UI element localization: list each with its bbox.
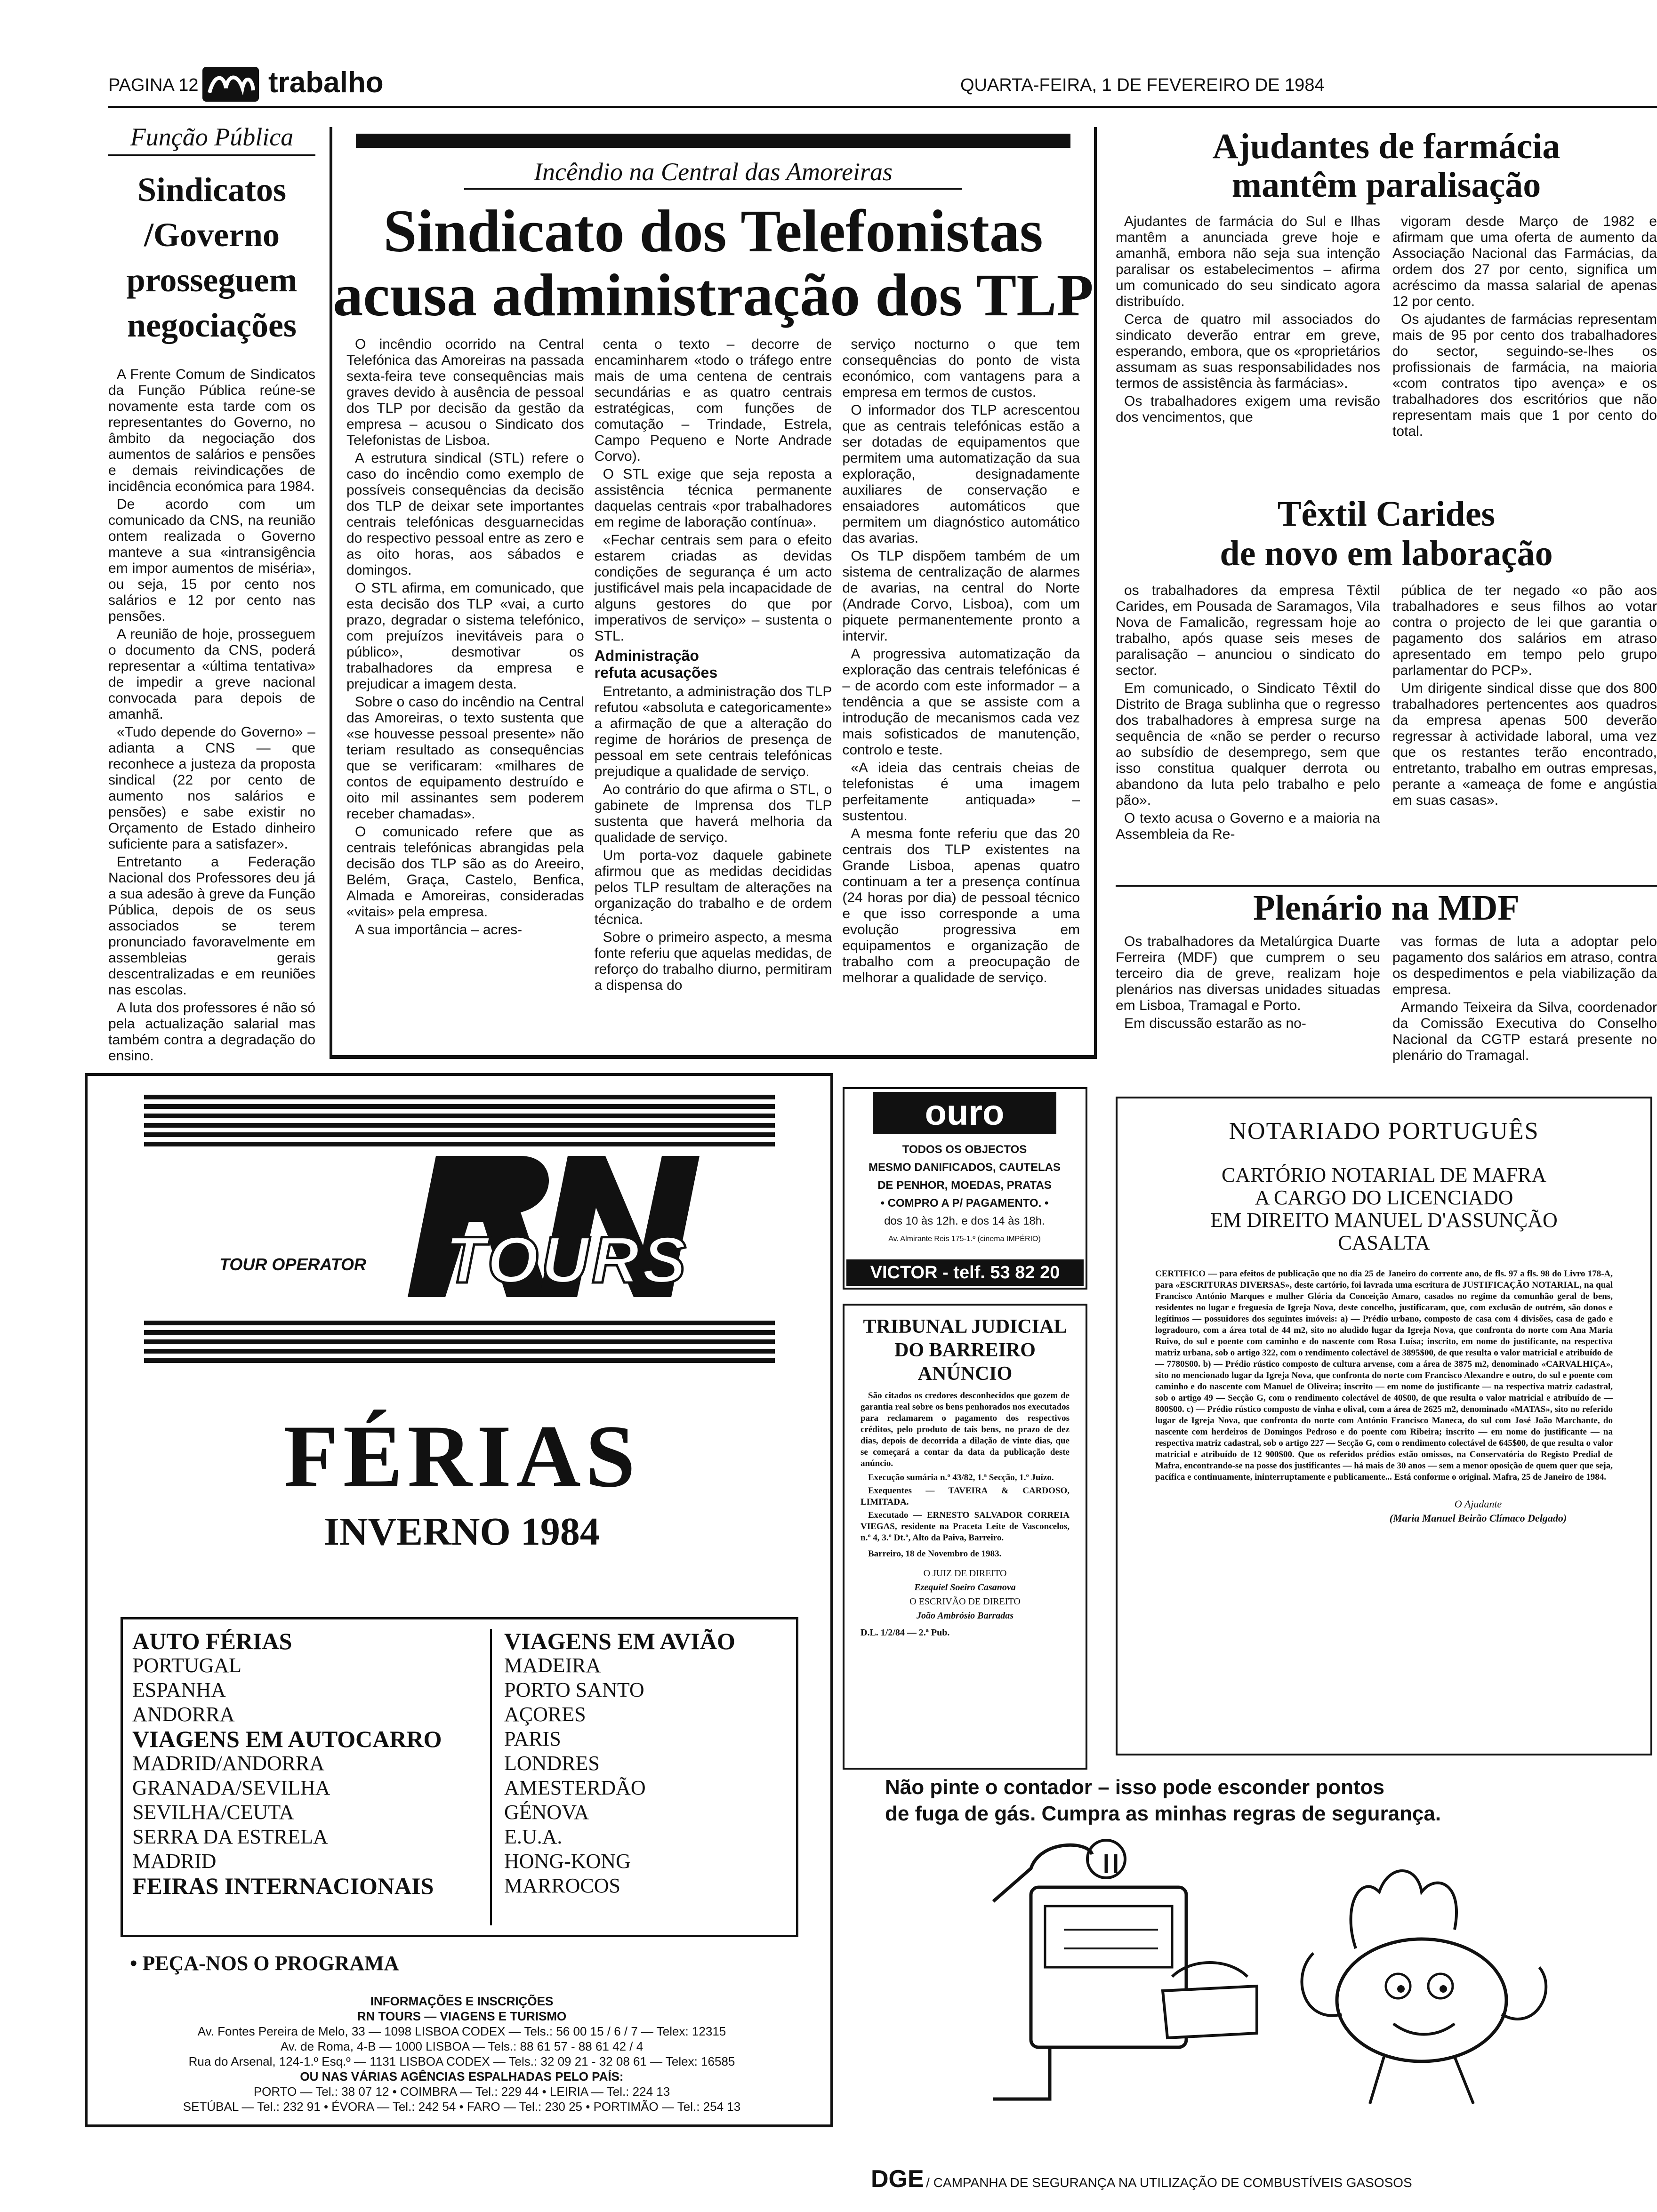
left-kicker: Função Pública	[108, 122, 315, 156]
main-article-top-bar	[356, 134, 1070, 148]
main-kicker: Incêndio na Central das Amoreiras	[534, 158, 893, 186]
left-headline: Sindicatos /Governo prosseguem negociações	[126, 171, 298, 344]
rn-right-list: VIAGENS EM AVIÃO MADEIRA PORTO SANTO AÇORES PARIS LONDRES AMESTERDÃO GÉNOVA E.U.A. HONG-KONG MARROCOS	[504, 1628, 735, 1897]
main-article	[330, 127, 1097, 1059]
mdf-col-2: vas formas de luta a adoptar pelo pagamento dos salários em atraso, contra os despedimentos e pela viabilização da empresa. Armando Teixeira da Silva, coordenador da Comissão Executiva do Conselho Nacional da CGTP estará presente no plenário do Tramagal.	[1392, 934, 1657, 1063]
mdf-headline: Plenário na MDF	[1253, 888, 1520, 928]
left-article	[108, 122, 315, 1064]
textile-columns	[1116, 583, 1657, 844]
pharmacy-headline: Ajudantes de farmácia mantêm paralisação	[1212, 127, 1560, 205]
rn-cta: • PEÇA-NOS O PROGRAMA	[130, 1952, 399, 1975]
mdf-columns	[1116, 934, 1657, 1066]
ouro-phone: VICTOR - telf. 53 82 20	[846, 1259, 1084, 1286]
pharmacy-col-2: vigoram desde Março de 1982 e afirmam que uma oferta de aumento da Associação Nacional das Farmácias, da ordem dos 27 por cento, significa um acréscimo da massa salarial de apenas 12 por cento. Os ajudantes de farmácias representam mais de 95 por cento dos trabalhadores do sector, seguindo-se-lhes os profissionais de farmácia, na maioria «com contratos tipo avença» e os trabalhadores dos escritórios que não representam mais que 1 por cento do total.	[1392, 214, 1657, 439]
rn-info: INFORMAÇÕES E INSCRIÇÕES RN TOURS — VIAGENS E TURISMO Av. Fontes Pereira de Melo, 33 — 1098 LISBOA CODEX — Tels.: 56 00 15 / 6 / 7 — Telex: 12315 Av. de Roma, 4-B — 1000 LISBOA — Tels.: 88 61 57 - 88 61 42 / 4 Rua do Arsenal, 124-1.º Esq.º — 1131 LISBOA CODEX — Tels.: 32 09 21 - 32 08 61 — Telex: 16585 OU NAS VÁRIAS AGÊNCIAS ESPALHADAS PELO PAÍS: PORTO — Tel.: 38 07 12 • COIMBRA — Tel.: 229 44 • LEIRIA — Tel.: 224 13 SETÚBAL — Tel.: 232 91 • ÉVORA — Tel.: 242 54 • FARO — Tel.: 230 25 • PORTIMÃO — Tel.: 254 13	[183, 1994, 741, 2114]
section-title: trabalho	[268, 66, 384, 99]
pharmacy-columns	[1116, 214, 1657, 441]
kicker-rule	[464, 188, 962, 190]
ferias-subheadline: INVERNO 1984	[324, 1510, 600, 1554]
tribunal-ref: D.L. 1/2/84 — 2.ª Pub.	[861, 1627, 950, 1638]
notarial-subtitle: CARTÓRIO NOTARIAL DE MAFRA A CARGO DO LICENCIADO EM DIREITO MANUEL D'ASSUNÇÃO CASALTA	[1210, 1163, 1558, 1254]
rn-tours-wordmark: TOURS	[445, 1223, 689, 1297]
mdf-col-1: Os trabalhadores da Metalúrgica Duarte Ferreira (MDF) que cumprem o seu terceiro dia de greve, realizam hoje plenários nas diversas unidades situadas em Lisboa, Tramagal e Porto. Em discussão estarão as no-	[1116, 934, 1380, 1031]
notarial-signature: O Ajudante (Maria Manuel Beirão Clímaco Delgado)	[1389, 1498, 1567, 1524]
main-col-1: O incêndio ocorrido na Central Telefónica das Amoreiras na passada sexta-feira teve consequências mais graves devido à ausência de pessoal dos TLP por decisão da gestão da empresa – acusou o Sindicato dos Telefonistas de Lisboa. A estrutura sindical (STL) refere o caso do incêndio como exemplo de possíveis consequências da decisão dos TLP de deixar sete importantes centrais telefónicas desguarnecidas do respectivo pessoal entre as zero e as oito horas, aos sábados e domingos. O STL afirma, em comunicado, que esta decisão dos TLP «vai, a curto prazo, degradar o sistema telefónico, com prejuízos inevitáveis para o público», desmotivar os trabalhadores da empresa e prejudicar a imagem desta. Sobre o caso do incêndio na Central das Amoreiras, o texto sustenta que «se houvesse pessoal presente» não teriam resultado as consequências que se verificaram: «milhares de contos de equipamento destruído e oito mil assinantes sem poderem receber chamadas». O comunicado refere que as centrais telefónicas abrangidas pela decisão dos TLP são as do Areeiro, Belém, Graça, Castelo, Benfica, Almada e Amoreiras, consideradas «vitais» pela empresa. A sua importância – acres-	[346, 337, 584, 938]
tribunal-signatures: O JUIZ DE DIREITO Ezequiel Soeiro Casanova O ESCRIVÃO DE DIREITO João Ambrósio Barradas	[909, 1568, 1021, 1621]
pharmacy-col-1: Ajudantes de farmácia do Sul e Ilhas mantêm a anunciada greve hoje e amanhã, embora não seja sua intenção paralisar os estabelecimentos – afirma um comunicado do seu sindicato agora distribuído. Cerca de quatro mil associados do sindicato deverão entrar em greve, esperando, embora, que os «proprietários assumam as suas responsabilidades nos termos de assistência às farmácias». Os trabalhadores exigem uma revisão dos vencimentos, que	[1116, 214, 1380, 425]
dge-ad	[843, 1774, 1643, 2198]
rn-tour-operator: TOUR OPERATOR	[219, 1255, 367, 1274]
main-col-2: centa o texto – decorre de encaminharem «todo o tráfego entre mais de uma centena de centrais secundárias e as quatro centrais estratégicas, com funções de comutação – Trindade, Estrela, Campo Pequeno e Norte Andrade Corvo). O STL exige que seja reposta a assistência técnica permanente daquelas centrais «por trabalhadores em regime de laboração contínua». «Fechar centrais sem para o efeito estarem criadas as devidas condições de segurança é um acto justificável mais pela incapacidade de alguns gestores do que por imperativos de serviço» – sustenta o STL. Administração refuta acusações Entretanto, a administração dos TLP refutou «absoluta e categoricamente» a afirmação de que a alteração do regime de horários de presença de pessoal em sete centrais telefónicas prejudique a qualidade de serviço. Ao contrário do que afirma o STL, o gabinete de Imprensa dos TLP sustenta que haverá melhoria da qualidade de serviço. Um porta-voz daquele gabinete afirmou que as medidas decididas pelos TLP resultam de alterações na organização do trabalho e de ordem técnica. Sobre o primeiro aspecto, a mesma fonte referiu que aquelas medidas, de reforço do trabalho diurno, permitiram a dispensa do	[594, 337, 832, 993]
tribunal-body: São citados os credores desconhecidos que gozem de garantia real sobre os bens penhorados nos executados para reclamarem o pagamento dos respectivos créditos, pelo produto de tais bens, no prazo de dez dias, depois de decorrida a dilação de vinte dias, que se começará a contar da data da publicação deste anúncio. Execução sumária n.º 43/82, 1.ª Secção, 1.º Juízo. Exequentes — TAVEIRA & CARDOSO, LIMITADA. Executado — ERNESTO SALVADOR CORREIA VIEGAS, residente na Praceta Leite de Vasconcelos, n.º 4, 3.º Dt.º, Alto da Paiva, Barreiro. Barreiro, 18 de Novembro de 1983.	[861, 1391, 1070, 1559]
ouro-lines: TODOS OS OBJECTOS MESMO DANIFICADOS, CAUTELAS DE PENHOR, MOEDAS, PRATAS • COMPRO A P/ PAGAMENTO. • dos 10 às 12h. e dos 14 às 18h. Av. Almirante Reis 175-1.º (cinema IMPÉRIO)	[869, 1143, 1061, 1243]
rn-stripes-bottom	[144, 1321, 775, 1368]
gas-meter-illustration-icon	[843, 1835, 1643, 2137]
rn-list-divider	[490, 1629, 492, 1925]
tribunal-title: TRIBUNAL JUDICIAL DO BARREIRO ANÚNCIO	[863, 1316, 1067, 1385]
ferias-headline: FÉRIAS	[283, 1407, 640, 1506]
dge-tagline: / CAMPANHA DE SEGURANÇA NA UTILIZAÇÃO DE COMBUSTÍVEIS GASOSOS	[926, 2175, 1412, 2190]
textile-col-2: pública de ter negado «o pão aos trabalhadores e seus filhos ao votar contra o projecto de lei que garantia o pagamento dos salários em atraso apresentado em tempo pelo grupo parlamentar do PCP». Um dirigente sindical disse que dos 800 trabalhadores pertencentes aos quadros da empresa apenas 500 deverão regressar à actividade laboral, uma vez que os restantes terão encontrado, entretanto, trabalho em outras empresas, perante a «ameaça de fome e angústia em suas casas».	[1392, 583, 1657, 808]
issue-date: QUARTA-FEIRA, 1 DE FEVEREIRO DE 1984	[960, 75, 1325, 95]
main-headline: Sindicato dos Telefonistas acusa administração dos TLP	[333, 198, 1094, 329]
ouro-title: ouro	[873, 1092, 1056, 1134]
rn-stripes-top	[144, 1095, 775, 1151]
dge-headline: Não pinte o contador – isso pode esconder pontos de fuga de gás. Cumpra as minhas regras de segurança.	[885, 1776, 1441, 1825]
main-subhead: Administração refuta acusações	[594, 647, 718, 681]
dge-footer	[871, 2165, 1412, 2193]
dge-brand: DGE	[871, 2165, 924, 2193]
ouro-ad	[843, 1087, 1087, 1290]
rn-left-list: AUTO FÉRIAS PORTUGAL ESPANHA ANDORRA VIAGENS EM AUTOCARRO MADRID/ANDORRA GRANADA/SEVILHA SEVILHA/CEUTA SERRA DA ESTRELA MADRID FEIRAS INTERNACIONAIS	[132, 1628, 442, 1899]
textile-col-1: os trabalhadores da empresa Têxtil Carides, em Pousada de Saramagos, Vila Nova de Famalicão, regressam hoje ao trabalho, após quase seis meses de paralisação – anunciou o sindicato do sector. Em comunicado, o Sindicato Têxtil do Distrito de Braga sublinha que o regresso dos trabalhadores à empresa surge na sequência de «não se perder o recurso ao subsídio de desemprego, sem que isso constitua qualquer derrota ou abandono da luta pelo trabalho e pelo pão». O texto acusa o Governo e a maioria na Assembleia da Re-	[1116, 583, 1380, 842]
mdf-article	[1116, 885, 1657, 1080]
main-col-3: serviço nocturno o que tem consequências do ponto de vista económico, com vantagens para a empresa em termos de custos. O informador dos TLP acrescentou que as centrais telefónicas estão a ser dotadas de equipamentos que permitem uma automatização da sua exploração, designadamente auxiliares de conservação e ensaiadores automáticos que permitem um diagnóstico automático das avarias. Os TLP dispõem também de um sistema de centralização de alarmes de avarias, na central do Norte (Andrade Corvo, Lisboa), com um piquete permanentemente pronto a intervir. A progressiva automatização da exploração das centrais telefónicas é – de acordo com este informador – a tendência a que se assiste com a introdução de mecanismos cada vez mais sofisticados de manutenção, controlo e teste. «A ideia das centrais cheias de telefonistas é uma imagem perfeitamente antiquada» – sustentou. A mesma fonte referiu que das 20 centrais dos TLP existentes na Grande Lisboa, apenas quatro continuam a ter a presença contínua (24 horas por dia) de pessoal técnico e que isso corresponde a uma evolução progressiva em equipamentos e organização de trabalho com a preocupação de melhorar a qualidade de serviço.	[842, 337, 1080, 986]
main-columns	[332, 327, 1094, 995]
rn-tours-ad	[85, 1073, 833, 2127]
page-number: PAGINA 12	[108, 75, 199, 95]
notarial-body: CERTIFICO — para efeitos de publicação que no dia 25 de Janeiro do corrente ano, de fls. 97 a fls. 98 do Livro 178-A, para «ESCRITURAS DIVERSAS», deste cartório, foi lavrada uma escritura de JUSTIFICAÇÃO NOTARIAL, na qual Francisco António Marques e mulher Glória da Conceição Amaro, casados no regime da comunhão geral de bens, residentes no lugar e freguesia de Igreja Nova, deste concelho, justificaram, que, com exclusão de outrém, são donos e legítimos — possuidores dos seguintes imóveis: a) — Prédio urbano, composto de casa com 4 divisões, casa de gado e logradouro, com a área total de 44 m2, sito no aludido lugar da Igreja Nova, que confronta do norte com Ana Maria Ruivo, do sul e poente com caminho e do nascente com Rosa Luísa; inscrito, em nome do justificante, na respectiva matriz urbana, sob o artigo 322, com o rendimento colectável de 3895$00, de que resulta o valor matricial e atribuído de — 7780$00. b) — Prédio rústico composto de cultura arvense, com a área de 3875 m2, denominado «CARVALHIÇA», sito no mencionado lugar da Igreja Nova, que confronta do norte com Francisco Alexandre e outro, do sul e poente com caminho e do nascente com Manuel de Oliveira; inscrito — em nome do justificante — na respectiva matriz cadastral, sob o artigo 49 — Secção G, com o rendimento colectável de 40$00, de que resulta o valor matricial e atribuído de — 800$00. c) — Prédio rústico composto de vinha e olival, com a área de 2625 m2, denominado «MATAS», sito no referido lugar de Igreja Nova, que confronta do norte com António Francisco Maneca, do sul com José João Marchante, do nascente com herdeiros de Domingos Pedroso e do poente com Ribeira; inscrito — em nome do justificante — na respectiva matriz cadastral, sob o artigo 227 — Secção G, com o rendimento colectável de 645$00, de que resulta o valor matricial e atribuído de 12 900$00. Que os referidos prédios estão omissos, na Conservatória do Registo Predial de Mafra, encontrando-se na posse dos justificantes — há mais de 30 anos — sem a menor oposição de quem quer que seja, pacífica e continuamente, ininterruptamente e publicamente... Está conforme o original. Mafra, 25 de Janeiro de 1984.	[1155, 1269, 1613, 1482]
rn-destinations-box	[121, 1617, 798, 1937]
masthead	[108, 66, 1657, 104]
left-article-body: A Frente Comum de Sindicatos da Função Pública reúne-se novamente esta tarde com os representantes do Governo, no âmbito da negociação dos aumentos de salários e pensões e demais reivindicações de incidência económica para 1984. De acordo com um comunicado da CNS, na reunião ontem realizada o Governo manteve a sua «intransigência em impor aumentos de miséria», ou seja, 15 por cento nos salários e 12 por cento nas pensões. A reunião de hoje, prosseguem o documento da CNS, poderá representar a «última tentativa» de impedir a greve nacional convocada para depois de amanhã. «Tudo depende do Governo» – adianta a CNS — que reconhece a justeza da proposta sindical (22 por cento de aumento nos salários e pensões) e sabe existir no Orçamento de Estado dinheiro suficiente para a satisfazer». Entretanto a Federação Nacional dos Professores deu já a sua adesão à greve da Função Pública, depois de os seus associados se terem pronunciado favoravelmente em assembleias gerais descentralizadas e em reuniões nas escolas. A luta dos professores é não só pela actualização salarial mas também contra a degradação do ensino.	[108, 367, 315, 1064]
newspaper-logo-icon	[202, 67, 259, 102]
notarial-ad	[1116, 1097, 1652, 1755]
masthead-rule	[108, 106, 1657, 108]
textile-article	[1116, 494, 1657, 880]
tribunal-ad	[843, 1304, 1087, 1770]
textile-headline: Têxtil Carides de novo em laboração	[1220, 494, 1553, 573]
notarial-title: NOTARIADO PORTUGUÊS	[1229, 1118, 1539, 1145]
pharmacy-article	[1116, 127, 1657, 489]
